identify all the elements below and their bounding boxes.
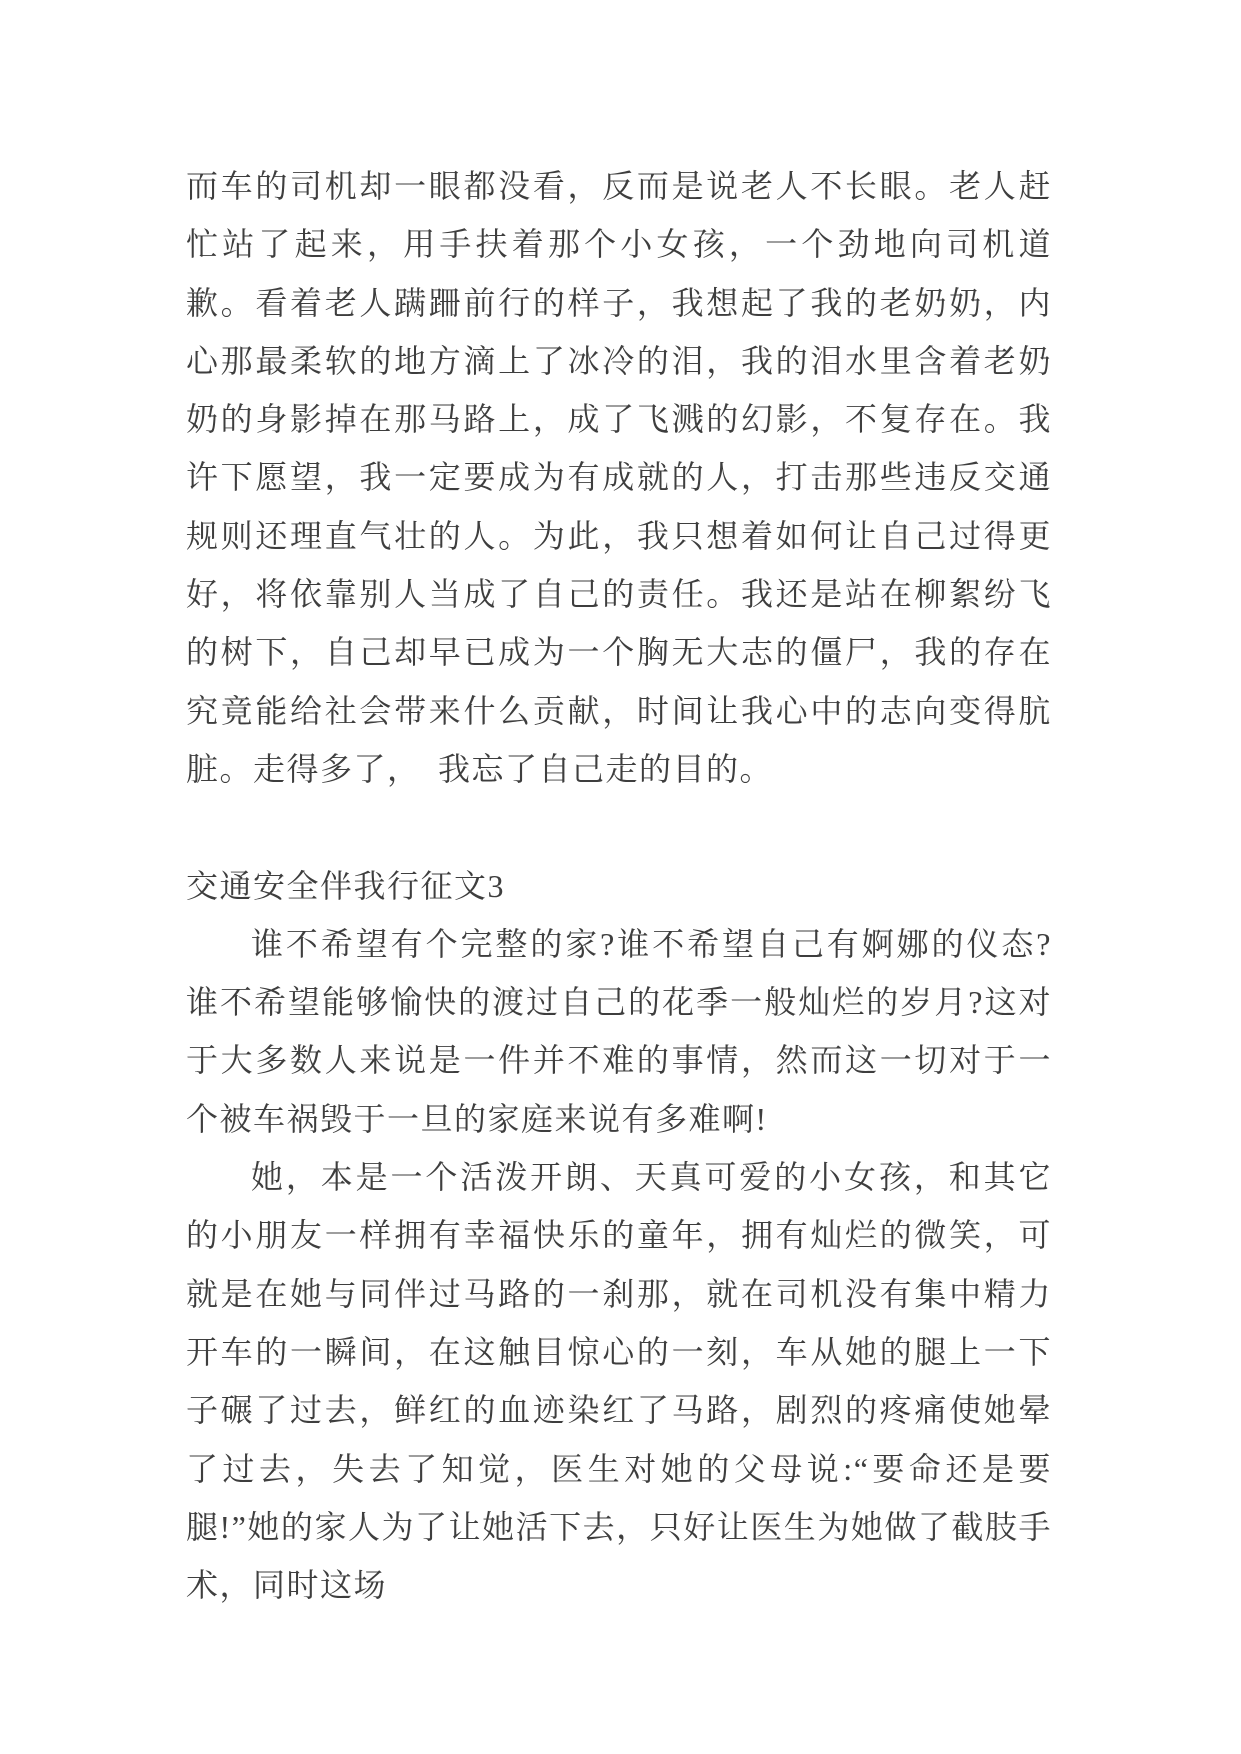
document-content — [186, 157, 1052, 1614]
paragraph-essay3-intro: 谁不希望有个完整的家?谁不希望自己有婀娜的仪态?谁不希望能够愉快的渡过自己的花季一般灿烂的岁月?这对于大多数人来说是一件并不难的事情，然而这一切对于一个被车祸毁于一旦的家庭来说有多难啊! — [186, 925, 1052, 1137]
paragraph-continuation: 而车的司机却一眼都没看，反而是说老人不长眼。老人赶忙站了起来，用手扶着那个小女孩，一个劲地向司机道歉。看着老人蹒跚前行的样子，我想起了我的老奶奶，内心那最柔软的地方滴上了冰冷的泪，我的泪水里含着老奶奶的身影掉在那马路上，成了飞溅的幻影，不复存在。我许下愿望，我一定要成为有成就的人，打击那些违反交通规则还理直气壮的人。为此，我只想着如何让自己过得更好，将依靠别人当成了自己的责任。我还是站在柳絮纷飞的树下，自己却早已成为一个胸无大志的僵尸，我的存在究竟能给社会带来什么贡献，时间让我心中的志向变得肮脏。走得多了， 我忘了自己走的目的。 — [186, 168, 1052, 787]
paragraph-essay3-story: 她，本是一个活泼开朗、天真可爱的小女孩，和其它的小朋友一样拥有幸福快乐的童年，拥有灿烂的微笑，可就是在她与同伴过马路的一刹那，就在司机没有集中精力开车的一瞬间，在这触目惊心的一刻，车从她的腿上一下子碾了过去，鲜红的血迹染红了马路，剧烈的疼痛使她晕了过去，失去了知觉，医生对她的父母说:“要命还是要腿!”她的家人为了让她活下去，只好让医生为她做了截肢手术，同时这场 — [186, 1159, 1052, 1604]
section-heading: 交通安全伴我行征文3 — [186, 867, 506, 904]
